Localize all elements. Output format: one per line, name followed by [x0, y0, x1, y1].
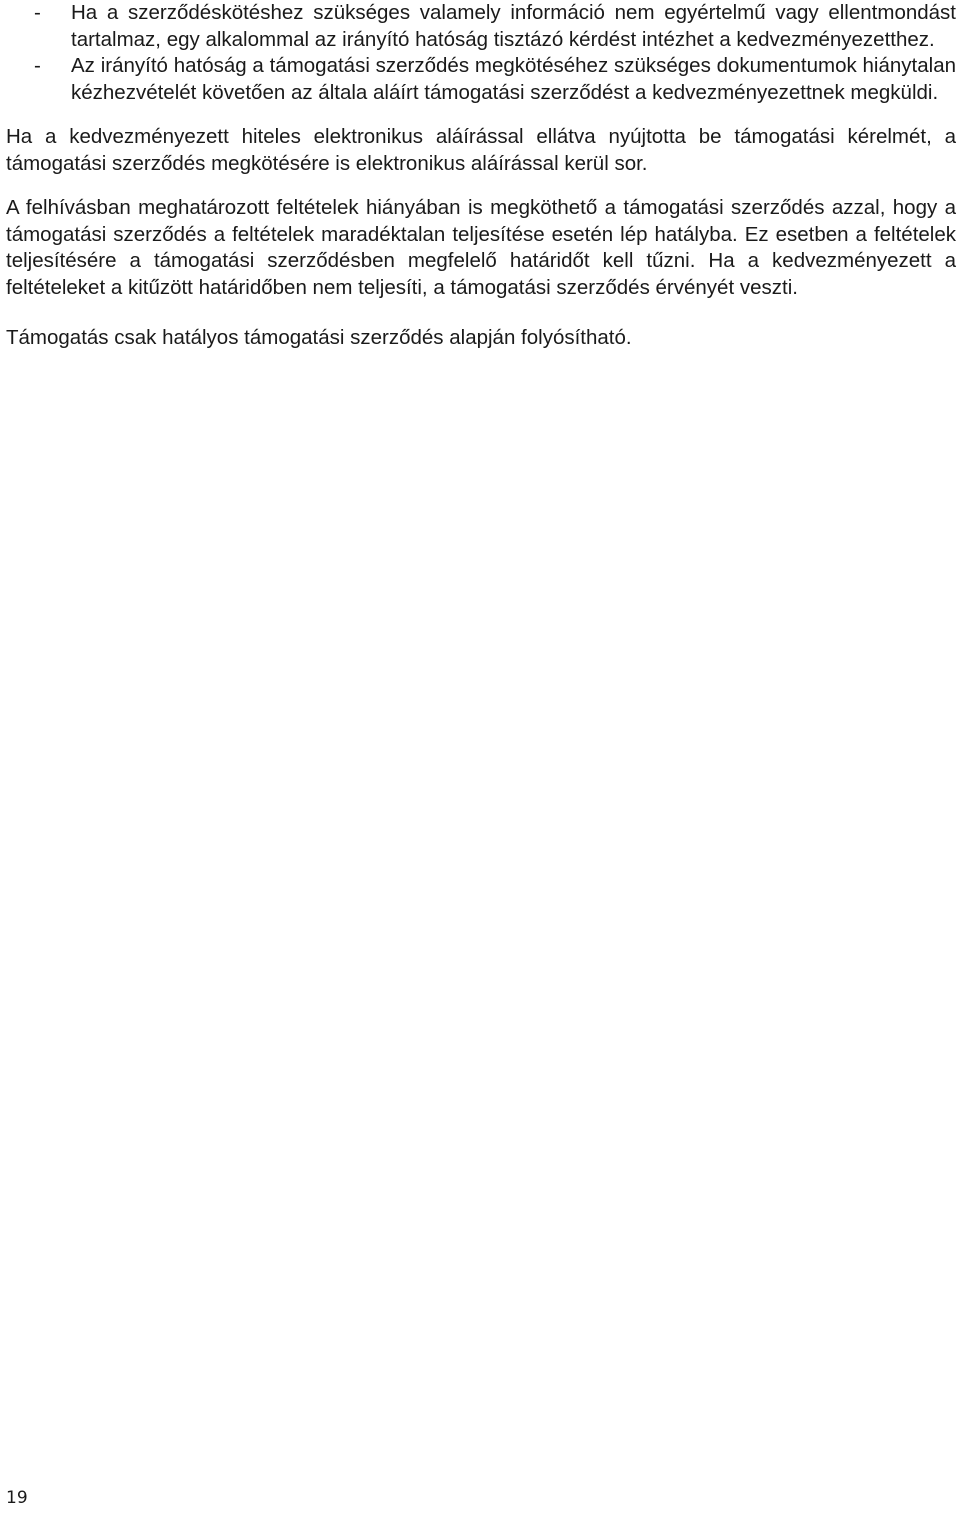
bullet-list — [6, 0, 956, 106]
bullet-marker: - — [34, 54, 41, 77]
page-number: 19 — [6, 1488, 28, 1508]
bullet-text: Az irányító hatóság a támogatási szerződés megkötéséhez szükséges dokumentumok hiánytalan kézhezvételét követően az általa aláírt támogatási szerződést a kedvezményezettnek megküldi. — [71, 54, 956, 104]
page-content — [6, 0, 956, 352]
paragraph-disbursement: Támogatás csak hatályos támogatási szerződés alapján folyósítható. — [6, 326, 632, 349]
bullet-item-contract-sending — [6, 53, 956, 106]
paragraph-electronic-signature: Ha a kedvezményezett hiteles elektronikus aláírással ellátva nyújtotta be támogatási kérelmét, a támogatási szerződés megkötésére is elektronikus aláírással kerül sor. — [6, 125, 956, 175]
bullet-item-clarification — [6, 0, 956, 53]
bullet-marker: - — [34, 1, 41, 24]
bullet-text: Ha a szerződéskötéshez szükséges valamely információ nem egyértelmű vagy ellentmondást tartalmaz, egy alkalommal az irányító hatóság tisztázó kérdést intézhet a kedvezményezetthez. — [71, 1, 956, 51]
paragraph-conditional-contract: A felhívásban meghatározott feltételek hiányában is megköthető a támogatási szerződés azzal, hogy a támogatási szerződés a feltételek maradéktalan teljesítése esetén lép hatályba. Ez esetben a feltételek teljesítésére a támogatási szerződésben megfelelő határidőt kell tűzni. Ha a kedvezményezett a feltételeket a kitűzött határidőben nem teljesíti, a támogatási szerződés érvényét veszti. — [6, 196, 956, 299]
